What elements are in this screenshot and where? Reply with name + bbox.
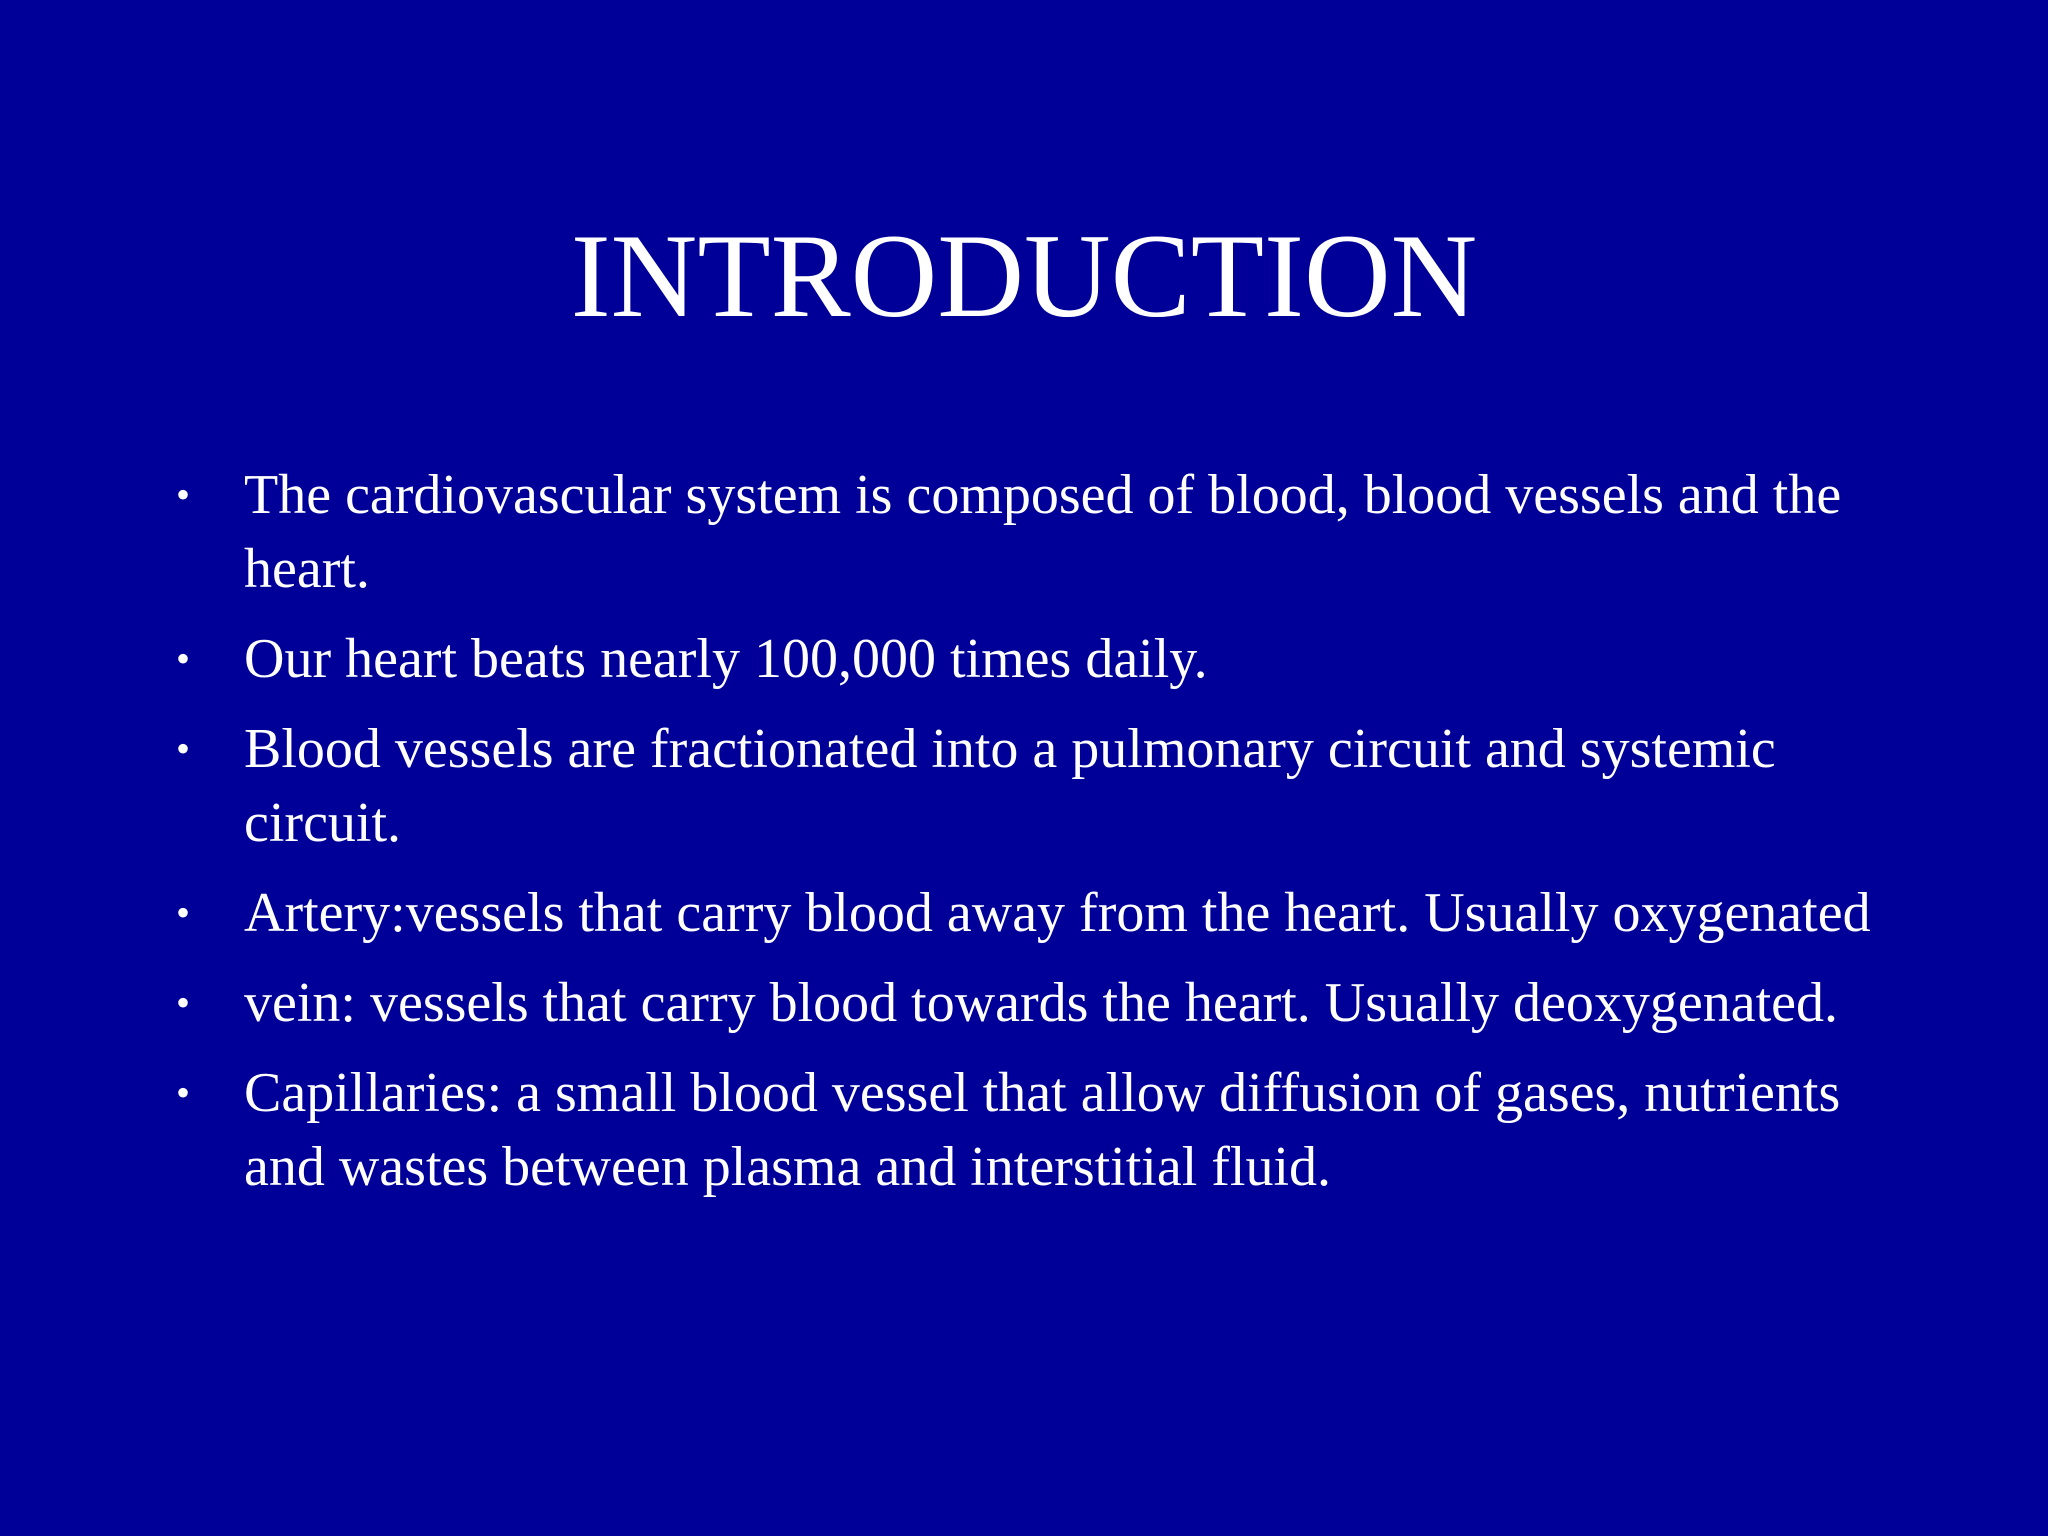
bullet-item xyxy=(176,622,1876,696)
bullet-icon: • xyxy=(176,636,191,681)
bullet-text: Capillaries: a small blood vessel that allow diffusion of gases, nutrients and wastes between plasma and interstitial fluid. xyxy=(244,1062,1841,1198)
bullet-icon: • xyxy=(176,890,191,935)
bullet-text: Artery:vessels that carry blood away from the heart. Usually oxygenated xyxy=(244,882,1871,944)
bullet-text: Blood vessels are fractionated into a pulmonary circuit and systemic circuit. xyxy=(244,718,1776,854)
bullet-icon: • xyxy=(176,980,191,1025)
bullet-icon: • xyxy=(176,472,191,517)
bullet-item xyxy=(176,876,1876,950)
bullet-text: Our heart beats nearly 100,000 times daily. xyxy=(244,628,1208,690)
slide-title: INTRODUCTION xyxy=(570,209,1478,342)
bullet-list xyxy=(176,458,1876,1220)
bullet-item xyxy=(176,1056,1876,1204)
bullet-text: vein: vessels that carry blood towards the heart. Usually deoxygenated. xyxy=(244,972,1838,1034)
bullet-icon: • xyxy=(176,726,191,771)
bullet-item xyxy=(176,458,1876,606)
bullet-item xyxy=(176,966,1876,1040)
bullet-item xyxy=(176,712,1876,860)
bullet-text: The cardiovascular system is composed of blood, blood vessels and the heart. xyxy=(244,464,1842,600)
bullet-icon: • xyxy=(176,1070,191,1115)
